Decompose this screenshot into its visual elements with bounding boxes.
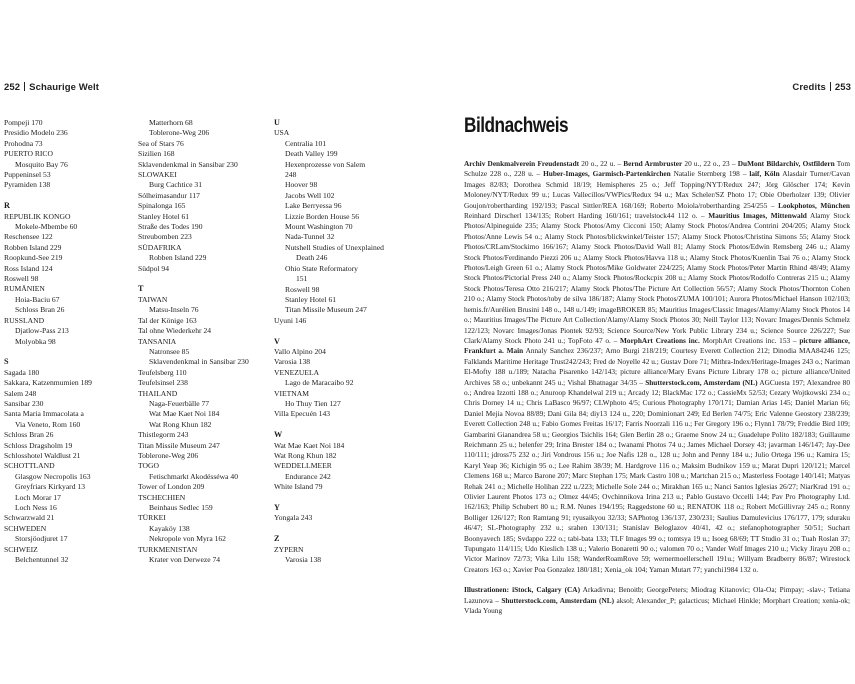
- index-entry: Robben Island 229: [4, 242, 62, 252]
- index-entry: Tal ohne Wiederkehr 24: [138, 326, 212, 336]
- credits-body: [464, 159, 851, 616]
- index-entry: Toblerone-Weg 206: [138, 450, 199, 460]
- index-entry: SÜDAFRIKA: [138, 242, 182, 252]
- index-entry: Loch Morar 17: [15, 492, 61, 502]
- index-entry: Stanley Hotel 61: [138, 211, 190, 221]
- index-entry: TAIWAN: [138, 294, 168, 304]
- index-letter-heading: R: [4, 201, 10, 211]
- index-entry: Belchentunnel 32: [15, 555, 69, 565]
- index-entry: Via Veneto, Rom 160: [15, 419, 81, 429]
- index-entry: USA: [274, 128, 290, 138]
- index-entry: Varosia 138: [274, 357, 311, 367]
- index-entry: Streubomben 223: [138, 232, 192, 242]
- index-entry: Pompeji 170: [4, 118, 43, 127]
- index-entry: Krater von Derweze 74: [149, 555, 221, 565]
- credits-title: Bildnachweis: [464, 114, 569, 137]
- index-entry: Greyfriars Kirkyard 13: [15, 482, 86, 492]
- credit-source: Mauritius Images, Mittenwald: [708, 211, 807, 221]
- index-entry: TANSANIA: [138, 336, 177, 346]
- running-head-right: [792, 82, 851, 93]
- index-entry: Schlosshotel Waldlust 21: [4, 450, 81, 460]
- page-number-right: 253: [834, 82, 851, 93]
- index-entry: Tower of London 209: [138, 482, 205, 492]
- index-entry: Toblerone-Weg 206: [149, 128, 210, 138]
- index-entry: Stanley Hotel 61: [285, 294, 337, 304]
- credit-text: Natalie Sternberg 198 –: [670, 169, 750, 179]
- index-entry: Presidio Modelo 236: [4, 128, 68, 138]
- index-entry: Fetischmarkt Akodésséwa 40: [149, 471, 239, 481]
- chapter-title-left: Schaurige Welt: [29, 82, 100, 93]
- index-entry: Beinhaus Sedlec 159: [149, 503, 213, 513]
- index-entry: Roopkund-See 219: [4, 253, 63, 263]
- divider: [24, 82, 25, 91]
- index-entry: Matterhorn 68: [149, 118, 193, 127]
- index-entry: Death Valley 199: [285, 149, 338, 159]
- credit-text: Reinhard Dirscherl 134/135; Robert Harding 160/161; travelstock44 112 o. –: [464, 211, 709, 221]
- index-entry: REPUBLIK KONGO: [4, 211, 71, 221]
- credits-paragraph: [464, 159, 850, 575]
- credit-source: Huber-Images, Garmisch-Partenkirchen: [543, 169, 671, 179]
- index-entry: Sakkara, Katzenmumien 189: [4, 378, 92, 388]
- index-entry: Schloss Bran 26: [4, 430, 54, 440]
- index-column-2: [138, 118, 266, 565]
- index-entry: PUERTO RICO: [4, 149, 53, 159]
- index-entry: Roswell 98: [285, 284, 320, 294]
- index-entry: Naga-Feuerbälle 77: [149, 398, 210, 408]
- index-entry: Loch Ness 16: [15, 503, 57, 512]
- credit-source: Shutterstock.com, Amsterdam (NL): [501, 595, 615, 605]
- index-entry: Ho Thuy Tien 127: [285, 398, 341, 408]
- index-entry: Kayaköy 138: [149, 523, 190, 533]
- index-entry: Varosia 138: [285, 555, 322, 564]
- index-entry: Lago de Maracaibo 92: [285, 378, 354, 388]
- index-entry: Mount Washington 70: [285, 222, 353, 232]
- index-entry: Prohodna 73: [4, 138, 43, 148]
- index-entry: ZYPERN: [274, 544, 304, 554]
- credit-source: MorphArt Creations inc.: [620, 335, 700, 345]
- credit-text: Tom Schulze 228 o., 228 u. –: [464, 159, 851, 179]
- index-entry: Sklavendenkmal in Sansibar 230: [138, 159, 238, 169]
- index-entry: Santa Maria Immacolata a: [4, 409, 84, 419]
- index-entry: Jacobs Well 102: [285, 190, 335, 200]
- index-column-3: [274, 118, 404, 565]
- index-entry: Spinalonga 165: [138, 201, 186, 211]
- index-entry: Nada-Tunnel 32: [285, 232, 335, 242]
- running-head-left: [4, 82, 99, 93]
- index-entry: VIETNAM: [274, 388, 310, 398]
- index-entry: Villa Epecuén 143: [274, 409, 331, 419]
- index-entry: Glasgow Necropolis 163: [15, 471, 91, 481]
- index-entry: Natronsee 85: [149, 346, 190, 356]
- index-entry: TURKMENISTAN: [138, 544, 198, 554]
- index-entry: WEDDELLMEER: [274, 461, 332, 471]
- index-entry: Mokele-Mbembe 60: [15, 222, 78, 232]
- index-entry: Hexenprozesse von Salem: [285, 159, 366, 169]
- index-entry: Sólheimasandur 117: [138, 190, 200, 200]
- credit-text: Alamy Stock Photos/Alpineguide 235; Alamy Stock Photos/Amy Cicconi 150; Alamy Stock Photos/Andrea Contrini 204/205; Alamy Stock Photos/Anne Lewis 54 o.; Alamy Stock Photos/blickwinkel/Teister 157; Alamy Stock Photos/Christina Simons 55; Alamy Stock Photos/CRLam/Stockimo 166/167; Alamy Stock Photos/David Wall 81; Alamy Stock Photos/Edwin Remsberg 246 u.; Alamy Stock Photos/Ferdinando Piezzi 206 u.; Alamy Stock Photos/Havva 118 u.; Alamy Stock Photos/Kuenlin Tsai 76 o.; Alamy Stock Photos/Leigh Green 61 o.; Alamy Stock Photos/Mike Goldwater 224/225; Alamy Stock Photos/Peter Martin Rhind 48/49; Alamy Stock Photos/Pictorial Press 240 o.; Alamy Stock Photos/Rockcpix 208 u.; Alamy Stock Photos/Rodolfo Contreras 215 u.; Alamy Stock Photos/Teresa Otto 216/217; Alamy Stock Photos/The Picture Art Collection 56/57; Alamy Stock Photos/Thornton Cohen 210 o.; Alamy Stock Photos/toby de silva 186/187; Alamy Stock Photos/ZUMA 100/101; Aurora Photos/Michael Hanson 102/103; hemis.fr/Aurélien Brusini 148 o., 148 u./149; imageBROKER 85; Mauritius Images/Classic Images/Alamy/Alamy Stock Photos 14 o.; Mauritius Images/The Picture Art Collection/Alamy/Alamy Stock Photos 30; Neill Taylor 113; Novarc Images/Dennis Schmelz 122/123; Novarc Images/Jonas Piontek 92/93; Science Source/New York Public Library 234 u.; Science Source 226/227; Sue Clark/Alamy Stock Photo 241 u.; TopFoto 47 o. –: [464, 211, 850, 345]
- credit-text: Arkadivna; Benoitb; GeorgePeters; Miodrag Kitanovic; Ola-Oa; Pimpay; -slav-; Tetiana Lazunova –: [464, 585, 850, 605]
- credit-source: Lookphotos, München: [778, 200, 850, 210]
- index-entry: Teufelsberg 110: [138, 367, 187, 377]
- index-entry: TOGO: [138, 461, 159, 471]
- index-entry: Straße des Todes 190: [138, 222, 203, 232]
- index-entry: Endurance 242: [285, 471, 331, 481]
- index-entry: SLOWAKEI: [138, 170, 177, 180]
- index-entry: Centralia 101: [285, 138, 327, 148]
- index-entry: Yongala 243: [274, 513, 313, 523]
- index-entry: Wat Mae Kaet Noi 184: [274, 440, 345, 450]
- credit-source: Bernd Armbruster: [623, 159, 683, 168]
- index-entry: SCHWEDEN: [4, 523, 47, 533]
- credit-text: Alasdair Turner/Cavan Images 82/83; Dorothea Schmid 18/19; Hemispheres 25 o.; Jeff Topping/NYT/Redux 247; Jörg Glöscher 174; Kevin Moloney/NYT/Redux 99 u.; Lucas Vallecillos/VWPics/Redux 94 u.; Max Scheler/SZ Photo 17; Obie Oberholzer 139; Olivier Goujon/robertharding 192/193; Pascal Sittler/REA 168/169; Roberto Moiola/robertharding 254/255 –: [464, 169, 850, 210]
- chapter-title-right: Credits: [792, 82, 826, 93]
- index-entry: Titan Missile Museum 247: [138, 440, 220, 450]
- index-entry: Molyobka 98: [15, 336, 56, 346]
- index-entry: Schloss Bran 26: [15, 305, 65, 315]
- index-entry: Djatlow-Pass 213: [15, 326, 69, 336]
- index-entry: Hoia-Baciu 67: [15, 294, 60, 304]
- divider: [830, 82, 831, 91]
- index-entry: Mosquito Bay 76: [15, 159, 68, 169]
- credits-paragraph: [464, 585, 850, 616]
- index-entry: SCHWEIZ: [4, 544, 38, 554]
- index-column-1: [4, 118, 132, 565]
- credit-text: AGCuesta 197; Alexandree 80 o.; Andrea Izzotti 188 o.; Anuroop Khandelwal 219 u.; Arcady 12; BlackMac 172 o.; CassieMx 52/53; Cezary Wojtkowski 234 o.; Chris Dorney 14 u.; Chris LaBasco 96/97; CLWphoto 4/5; Curious Photography 170/171; Damian Arias 145; Daniel Marian 66; Daniel Mejia Novoa 88/89; Dani Gila 84; diy13 124 u., 220; Dominionart 249; Ed Berlen 74/75; Eric Valenne Geostory 238/239; Everett Collection 248 u.; Fabio Gomes Freitas 16/17; Farris Noorzali 116 u.; Fer Gregory 196 o.; Flynn1 78/79; Freddie Bird 109; Gambarini Gianandrea 58 u.; Georgios Tsichlis 164; Glen Berlin 28 o.; Graeme Snow 24 u.; Guadelupe Polito 182/183; Guillaume Reichmann 25 u.; helenfer 29; Irina Brester 184 o.; Iwanami Photos 74 u.; James Michael Dorsey 43; javarman 146/147; Jay-Dee 110/111; jdross75 232 o.; Jiri Vondrous 156 u.; Joe Nafis 128 o., 128 u.; John and Penny 184 u.; Julio Ortega 196 u.; Kamira 15; Karyl Yeap 36; Kichigin 95 o.; Lee Rahim 38/39; M. Hardgrove 116 o.; Maksim Budnikov 159 u.; Marat Dupri 120/121; Marcel Clemens 168 u.; Marco Barone 207; Marc Stephan 175; Mark Castro 108 u.; Martchan 215 o.; Masterless Footage 140/141; Matyas Rehak 241 o.; Michelle Holihan 222 u./223; Michelle Sole 244 o.; Mirakhan 165 u.; Nanci Santos Iglesias 26/27; NiarKrad 191 o.; Olivier Laurent Photos 173 o.; Olmez 44/45; Ovchinnikova Irina 213 u.; Pablo Gustavo Occelli 144; Pav Pro Photography Ltd. 162/163; Philip Schubert 80 u.; R.M. Nunes 194/195; Raggedstone 60 u.; RENATOK 118 o.; Robert McGillivray 245 o.; Ronny Bolliger 126/127; Ron Ramtang 91; ryusaikyou 32/33; SAPhotog 136/137, 230/231; Saulius Damulevicius 176/177, 179; sduraku 46/47; SL-Photography 232 u.; srahen 130/131; Stanislav Beloglazov 40/41, 42 o.; stefanophotographer 50/51; Suchart Boonyavech 185; Svdappo 222 o.; tabi-bata 133; TLF Images 99 o.; tomtsya 19 u.; Isoeg 68/69; TT Studio 31 o.; Tuah Roslan 37; Tupungato 114/115; Udo Kieslich 138 u.; Valerio Bonaretti 90 o.; valomen 70 o.; Vander Wolf Images 210 u.; Vicky Jirayu 208 o.; Victor Marinov 72/73; Vika Lilu 158; WanderRoamRove 59; wernermoellerschell 191u.; Willyam Bradberry 86/87; Wirestock Creators 163 o.; Xavier Poa Gonzalez 180/181; Xenia_ok 104; Yaman Mutart 77; yanchi1984 132 o.: [464, 377, 850, 574]
- index-entry: Sizilien 168: [138, 149, 175, 159]
- index-entry: Wat Mae Kaet Noi 184: [149, 409, 220, 419]
- credit-source: DuMont Bildarchiv, Ostfildern: [737, 159, 835, 168]
- index-entry: Lizzie Borden House 56: [285, 211, 360, 221]
- credit-source: Illustrationen: iStock, Calgary (CA): [464, 585, 581, 595]
- index-entry: VENEZUELA: [274, 367, 320, 377]
- index-entry: White Island 79: [274, 482, 323, 492]
- index-entry: Death 246: [296, 253, 328, 263]
- credit-source: picture alliance, Frankfurt a. Main: [464, 335, 850, 356]
- index-entry: TÜRKEI: [138, 513, 166, 523]
- index-letter-heading: W: [274, 430, 283, 440]
- credit-text: Annaly Sanchez 236/237; Arno Burgi 218/219; Courtesy Everett Collection 212; Dinodia MAA84246 125; Falklands Maritime Heritage Trust242/243; Fred de Noyelle 42 u.; Gustav Dore 71; Mithra-Index/Heritage-Images 243 o.; Nariman El-Mofty 188 u./189; Natacha Pisarenko 142/143; picture alliance/Mary Evans Picture Library 178 o.; picture alliance/United Archives 58 o.; unbekannt 245 u.; Vishal Bhatnagar 34/35 –: [464, 346, 850, 387]
- index-entry: Thistlegorm 243: [138, 430, 189, 440]
- index-entry: Titan Missile Museum 247: [285, 305, 367, 315]
- index-entry: Tal der Könige 163: [138, 315, 197, 325]
- credit-text: 20 o., 22 u. –: [579, 159, 624, 168]
- index-letter-heading: S: [4, 357, 9, 367]
- index-entry: Schloss Dragsholm 19: [4, 440, 73, 450]
- index-entry: Puppeninsel 53: [4, 170, 51, 180]
- credit-text: 20 u., 22 o., 23 –: [682, 159, 738, 168]
- index-entry: Ohio State Reformatory: [285, 263, 358, 273]
- index-entry: Sea of Stars 76: [138, 138, 184, 148]
- index-entry: Sansibar 230: [4, 398, 44, 408]
- index-letter-heading: Y: [274, 502, 280, 512]
- index-letter-heading: U: [274, 118, 280, 127]
- index-entry: Teufelsinsel 238: [138, 378, 188, 388]
- credit-source: laif, Köln: [749, 169, 780, 179]
- index-entry: Hoover 98: [285, 180, 318, 190]
- index-entry: Roswell 98: [4, 274, 39, 284]
- index-letter-heading: T: [138, 284, 144, 294]
- index-entry: SCHOTTLAND: [4, 461, 55, 471]
- index-letter-heading: V: [274, 336, 280, 346]
- credit-text: aksol; Alexander_P; galacticus; Michael Hinkle; Morphart Creation; xenia-ok; Vlada Young: [464, 595, 850, 616]
- index-entry: Wat Rong Khun 182: [274, 450, 337, 460]
- index-entry: Lake Berryessa 96: [285, 201, 342, 211]
- credit-source: Shutterstock.com, Amsterdam (NL): [645, 377, 758, 387]
- index-entry: Nekropole von Myra 162: [149, 534, 226, 544]
- index-entry: RUSSLAND: [4, 315, 45, 325]
- index-entry: TSCHECHIEN: [138, 492, 186, 502]
- index-entry: Schwarzwald 21: [4, 513, 55, 523]
- index-entry: 151: [296, 274, 308, 284]
- index-entry: Uyuni 146: [274, 315, 307, 325]
- index-entry: Robben Island 229: [149, 253, 207, 263]
- index-entry: Südpol 94: [138, 263, 170, 273]
- index-entry: Salem 248: [4, 388, 37, 398]
- index-entry: Storsjöodjuret 17: [15, 534, 68, 544]
- index-entry: Ross Island 124: [4, 263, 53, 273]
- index-entry: RUMÄNIEN: [4, 284, 45, 294]
- page-number-left: 252: [4, 82, 21, 93]
- index-entry: Wat Rong Khun 182: [149, 419, 212, 429]
- index-entry: Burg Cachtice 31: [149, 180, 203, 190]
- index-entry: Sklavendenkmal in Sansibar 230: [149, 357, 249, 367]
- index-entry: THAILAND: [138, 388, 178, 398]
- credit-source: Archiv Denkmalverein Freudenstadt: [464, 159, 580, 168]
- index-entry: Reschensee 122: [4, 232, 53, 242]
- index-entry: Matsu-Inseln 76: [149, 305, 199, 315]
- index-entry: Nutshell Studies of Unexplained: [285, 242, 384, 252]
- index-entry: Sagada 180: [4, 367, 40, 377]
- index-entry: Vallo Alpino 204: [274, 346, 326, 356]
- index-entry: Pyramiden 138: [4, 180, 51, 190]
- index-letter-heading: Z: [274, 534, 280, 544]
- index-entry: 248: [285, 170, 297, 180]
- credit-text: MorphArt Creations inc. 153 –: [699, 335, 800, 345]
